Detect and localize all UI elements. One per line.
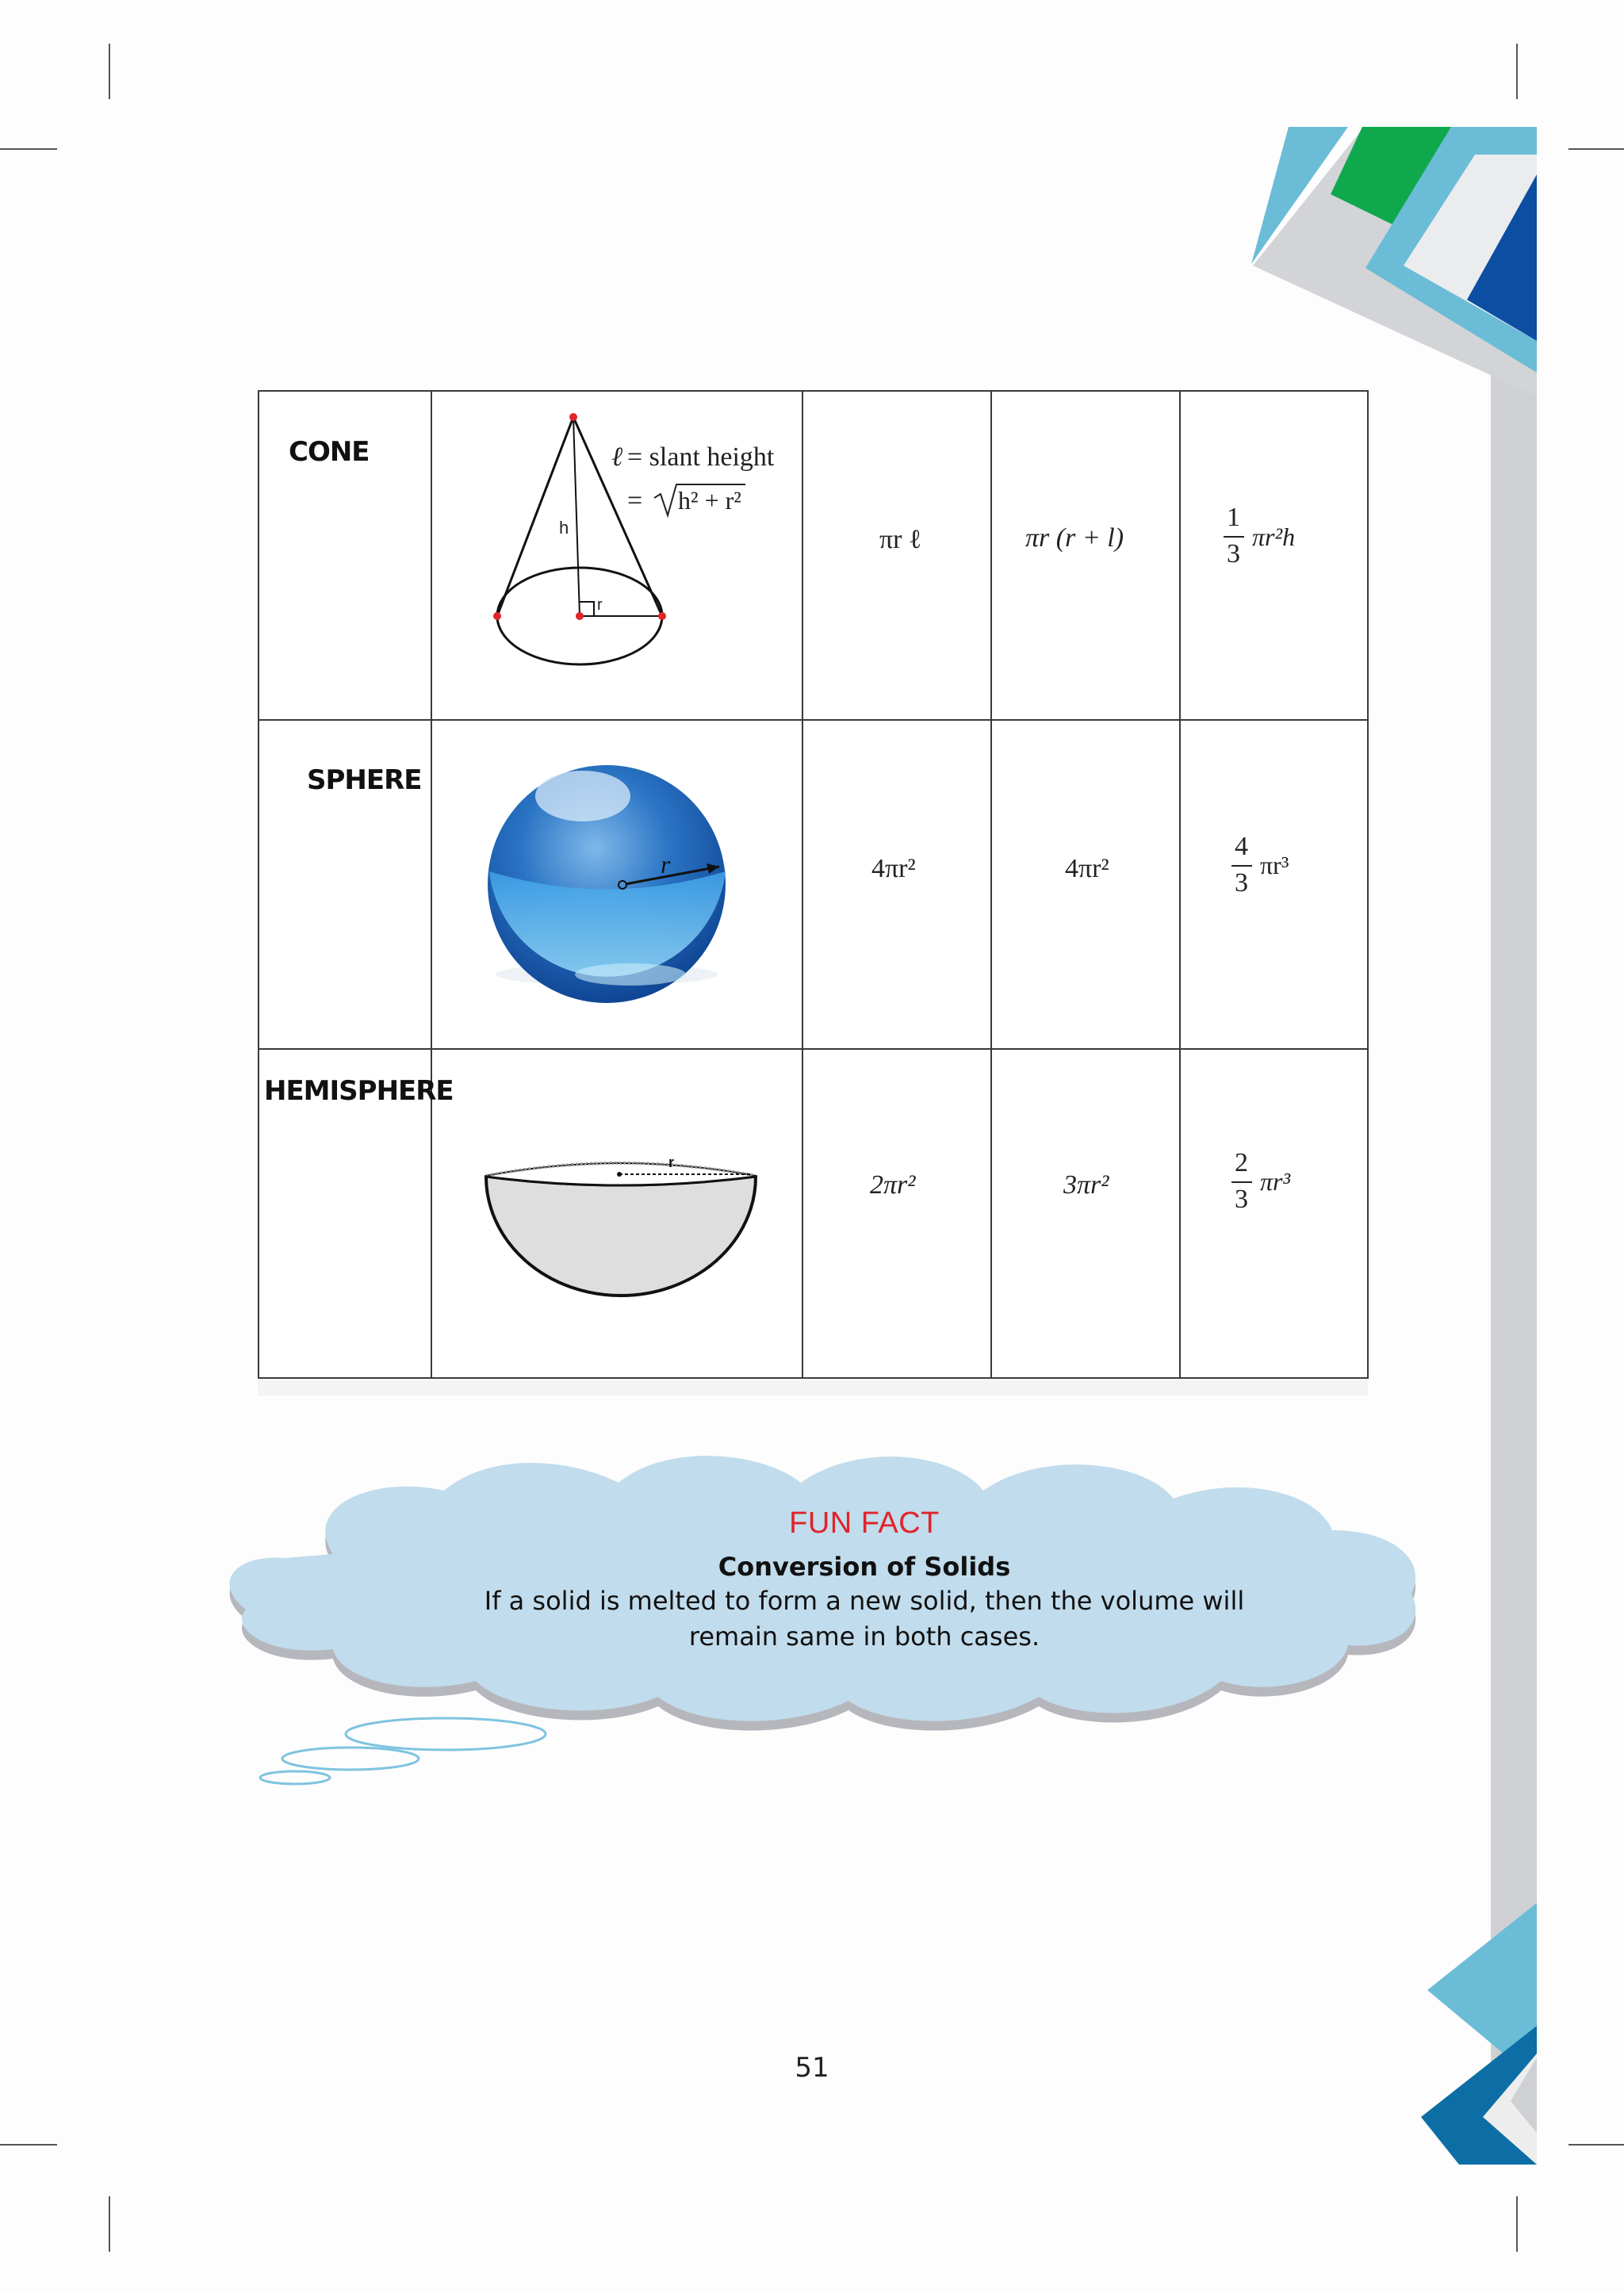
tsa-formula: 4πr² <box>1065 854 1109 883</box>
csa-formula: 2πr² <box>870 1170 916 1200</box>
slant-height-text: = slant height <box>627 442 775 472</box>
page-number: 51 <box>795 2052 829 2084</box>
volume-numerator: 1 <box>1227 503 1240 532</box>
sphere-radius-label: r <box>661 850 671 879</box>
volume-expression: πr²h <box>1252 523 1296 551</box>
volume-numerator: 4 <box>1235 832 1248 861</box>
volume-denominator: 3 <box>1235 1185 1248 1214</box>
thought-bubbles <box>260 1718 546 1784</box>
volume-denominator: 3 <box>1235 868 1248 898</box>
tsa-formula: 3πr² <box>1063 1170 1109 1200</box>
cone-radius-label: r <box>597 596 603 614</box>
fun-fact-subtitle: Conversion of Solids <box>718 1552 1011 1582</box>
hemisphere-radius-label: r <box>668 1154 675 1170</box>
csa-formula: 4πr² <box>871 854 916 883</box>
shape-name: SPHERE <box>307 764 422 796</box>
shape-name: HEMISPHERE <box>264 1075 454 1107</box>
volume-expression: πr³ <box>1260 851 1289 879</box>
slant-formula-equals: = <box>627 486 643 515</box>
fun-fact-body: If a solid is melted to form a new solid, then the volume will remain same in both cases. <box>484 1586 1245 1652</box>
volume-denominator: 3 <box>1227 539 1240 568</box>
shape-name: CONE <box>289 436 370 468</box>
volume-expression: πr³ <box>1260 1167 1291 1196</box>
slant-formula-radicand: h² + r² <box>678 486 741 515</box>
slant-height-symbol: ℓ <box>611 442 623 472</box>
csa-formula: πr ℓ <box>879 525 922 554</box>
cone-height-label: h <box>559 518 569 538</box>
tsa-formula: πr (r + l) <box>1025 523 1124 553</box>
fun-fact-title: FUN FACT <box>789 1506 940 1540</box>
volume-numerator: 2 <box>1235 1148 1248 1177</box>
fun-fact <box>444 1506 1285 1655</box>
